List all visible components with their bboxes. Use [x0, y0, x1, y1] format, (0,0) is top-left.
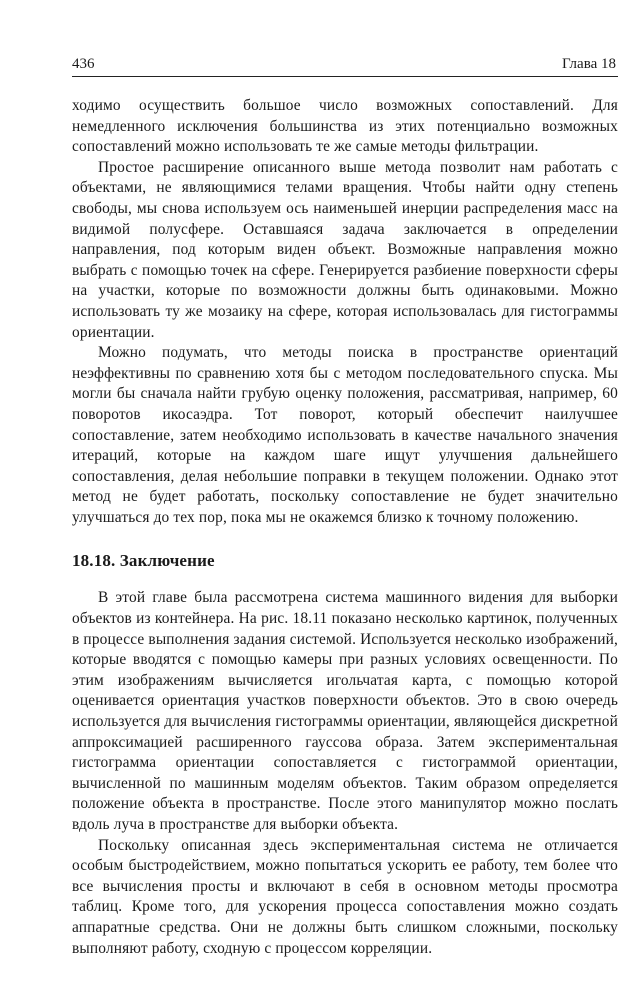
running-head: [72, 52, 618, 76]
paragraph: Простое расширение описанного выше метода позволит нам работать с объектами, не являющимися телами вращения. Чтобы найти одну степень свободы, мы снова используем ось наименьшей инерции распределения масс на видимой полусфере. Оставшаяся задача заключается в определении направления, под которым виден объект. Возможные направления можно выбрать с помощью точек на сфере. Генерируется разбиение поверхности сферы на участки, которые по возможности должны быть одинаковыми. Можно использовать ту же мозаику на сфере, которая использовалась для гистограммы ориентации.: [72, 158, 618, 341]
header-rule: [72, 76, 618, 77]
page-number: 436: [72, 56, 95, 72]
section-heading: 18.18. Заключение: [72, 551, 215, 571]
paragraph: Поскольку описанная здесь экспериментальная система не отличается особым быстродействием, можно попытаться ускорить ее работу, тем более что все вычисления просты и включают в себя в основном методы просмотра таблиц. Кроме того, для ускорения процесса сопоставления можно создать аппаратные средства. Они не должны быть слишком сложными, поскольку выполняют работу, сходную с процессом корреляции.: [72, 836, 618, 957]
paragraph: В этой главе была рассмотрена система машинного видения для выборки объектов из контейнера. На рис. 18.11 показано несколько картинок, полученных в процессе выполнения задания системой. Используется несколько изображений, которые вводятся с помощью камеры при разных условиях освещенности. По этим изображениям вычисляется игольчатая карта, с помощью которой оценивается ориентация участков поверхности объектов. Это в свою очередь используется для вычисления гистограммы ориентации, являющейся дискретной аппроксимацией расширенного гауссова образа. Затем экспериментальная гистограмма ориентации сопоставляется с гистограммой ориентации, вычисленной по машинным моделям объектов. Таким образом определяется положение объекта в пространстве. После этого манипулятор можно послать вдоль луча в пространстве для выборки объекта.: [72, 589, 618, 833]
chapter-label: Глава 18: [562, 56, 616, 72]
book-page: [72, 52, 618, 959]
paragraph: Можно подумать, что методы поиска в пространстве ориентаций неэффективны по сравнению хотя бы с методом последовательного спуска. Мы могли бы сначала найти грубую оценку положения, рассматривая, например, 60 поворотов икосаэдра. Тот поворот, который обеспечит наилучшее сопоставление, затем необходимо использовать в качестве начального значения итераций, которые на каждом шаге ищут улучшения дальнейшего сопоставления, делая небольшие поправки в текущем положении. Однако этот метод не будет работать, поскольку сопоставление не будет значительно улучшаться до тех пор, пока мы не окажемся близко к точному положению.: [72, 344, 618, 526]
paragraph: ходимо осуществить большое число возможных сопоставлений. Для немедленного исключения большинства из этих потенциально возможных сопоставлений можно использовать те же самые методы фильтрации.: [72, 97, 618, 156]
body-text: [72, 96, 618, 959]
